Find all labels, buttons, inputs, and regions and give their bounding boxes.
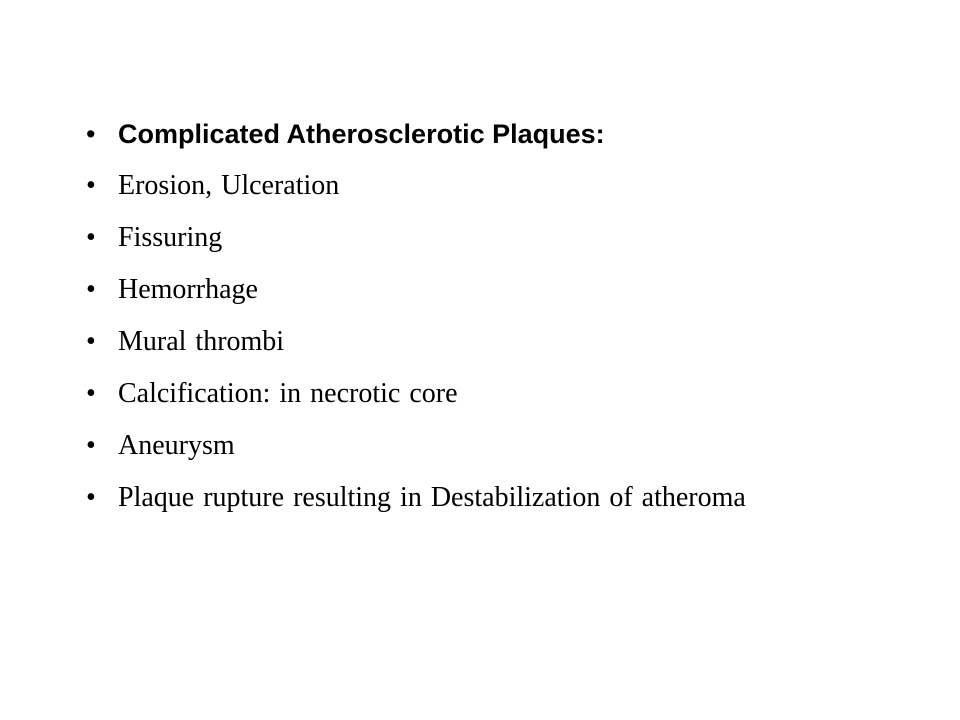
bullet-icon: • [86, 119, 96, 149]
bullet-icon: • [86, 170, 96, 201]
bullet-icon: • [86, 378, 96, 409]
list-item [86, 368, 826, 420]
list-item-text: Hemorrhage [118, 274, 258, 305]
list-item [86, 472, 826, 524]
bullet-icon: • [86, 326, 96, 357]
list-item-text: Mural thrombi [118, 326, 285, 357]
bullet-icon: • [86, 482, 96, 513]
list-item-text: Erosion, Ulceration [118, 170, 340, 201]
list-item-text: Aneurysm [118, 430, 235, 461]
list-item-text: Fissuring [118, 222, 223, 253]
list-item [86, 264, 826, 316]
bullet-icon: • [86, 274, 96, 305]
slide-heading: Complicated Atherosclerotic Plaques: [118, 119, 605, 149]
list-item-text: Calcification: in necrotic core [118, 378, 458, 409]
bullet-icon: • [86, 222, 96, 253]
slide-heading-item [86, 108, 826, 160]
list-item-text: Plaque rupture resulting in Destabilization of atheroma [118, 482, 746, 513]
list-item [86, 212, 826, 264]
list-item [86, 420, 826, 472]
list-item [86, 160, 826, 212]
bullet-icon: • [86, 430, 96, 461]
list-item [86, 316, 826, 368]
bullet-list [86, 108, 826, 524]
